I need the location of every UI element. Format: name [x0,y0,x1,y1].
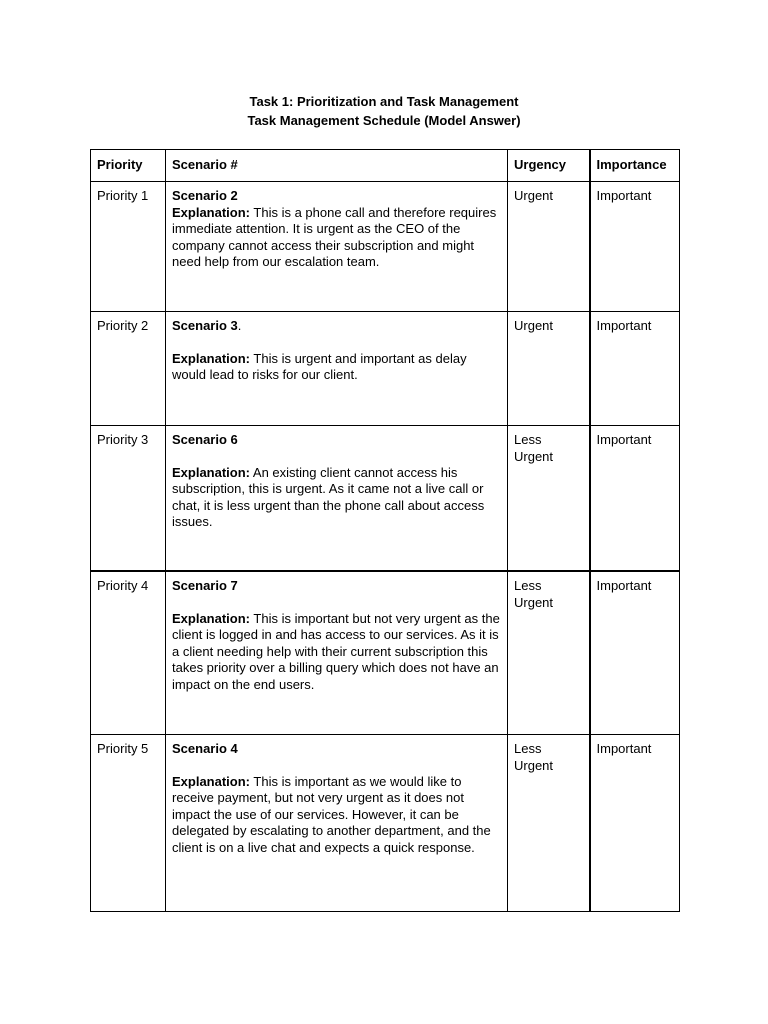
urgency-cell: Urgent [508,182,590,312]
header-importance: Importance [590,150,680,182]
urgency-cell: Less Urgent [508,571,590,735]
scenario-cell [166,426,508,572]
scenario-title: Scenario 3 [172,318,238,333]
urgency-cell: Less Urgent [508,735,590,912]
priority-cell: Priority 3 [91,426,166,572]
table-row [91,571,680,735]
explanation-text: This is a phone call and therefore requires immediate attention. It is urgent as the CEO of the company cannot access their subscription and might need help from our escalation team. [172,204,497,269]
importance-cell: Important [590,735,680,912]
explanation-label: Explanation: [172,204,251,220]
table-row [91,735,680,912]
urgency-cell: Less Urgent [508,426,590,572]
document-subtitle: Task Management Schedule (Model Answer) [247,113,521,128]
explanation-text: This is important but not very urgent as the client is logged in and has access to our services. As it is a client needing help with their current subscription this takes priority over a billing query which does not have an impact on the end users. [172,610,500,692]
scenario-cell [166,312,508,426]
document-title: Task 1: Prioritization and Task Management [249,94,519,109]
scenario-title: Scenario 4 [172,741,238,756]
urgency-cell: Urgent [508,312,590,426]
priority-cell: Priority 5 [91,735,166,912]
table-row [91,182,680,312]
explanation-label: Explanation: [172,464,251,480]
scenario-title: Scenario 7 [172,578,238,593]
explanation-text: This is important as we would like to receive payment, but not very urgent as it does not impact the use of our services. However, it can be delegated by escalating to another department, and the client is on a live chat and expects a quick response. [172,773,491,855]
table-row [91,312,680,426]
priority-cell: Priority 2 [91,312,166,426]
explanation-label: Explanation: [172,610,251,626]
table-row [91,426,680,572]
importance-cell: Important [590,426,680,572]
explanation-text: An existing client cannot access his subscription, this is urgent. As it came not a live call or chat, it is less urgent than the phone call about access issues. [172,464,485,529]
table-header-row [91,150,680,182]
importance-cell: Important [590,182,680,312]
header-urgency: Urgency [508,150,590,182]
scenario-title: Scenario 6 [172,432,238,447]
scenario-cell [166,571,508,735]
task-management-table [90,149,680,912]
scenario-cell [166,182,508,312]
explanation-label: Explanation: [172,773,251,789]
importance-cell: Important [590,312,680,426]
priority-cell: Priority 4 [91,571,166,735]
explanation-label: Explanation: [172,350,251,366]
scenario-title: Scenario 2 [172,188,238,203]
explanation-text: This is urgent and important as delay would lead to risks for our client. [172,350,467,382]
priority-cell: Priority 1 [91,182,166,312]
importance-cell: Important [590,571,680,735]
scenario-cell [166,735,508,912]
header-scenario: Scenario # [166,150,508,182]
scenario-suffix: . [237,318,242,333]
header-priority: Priority [91,150,166,182]
